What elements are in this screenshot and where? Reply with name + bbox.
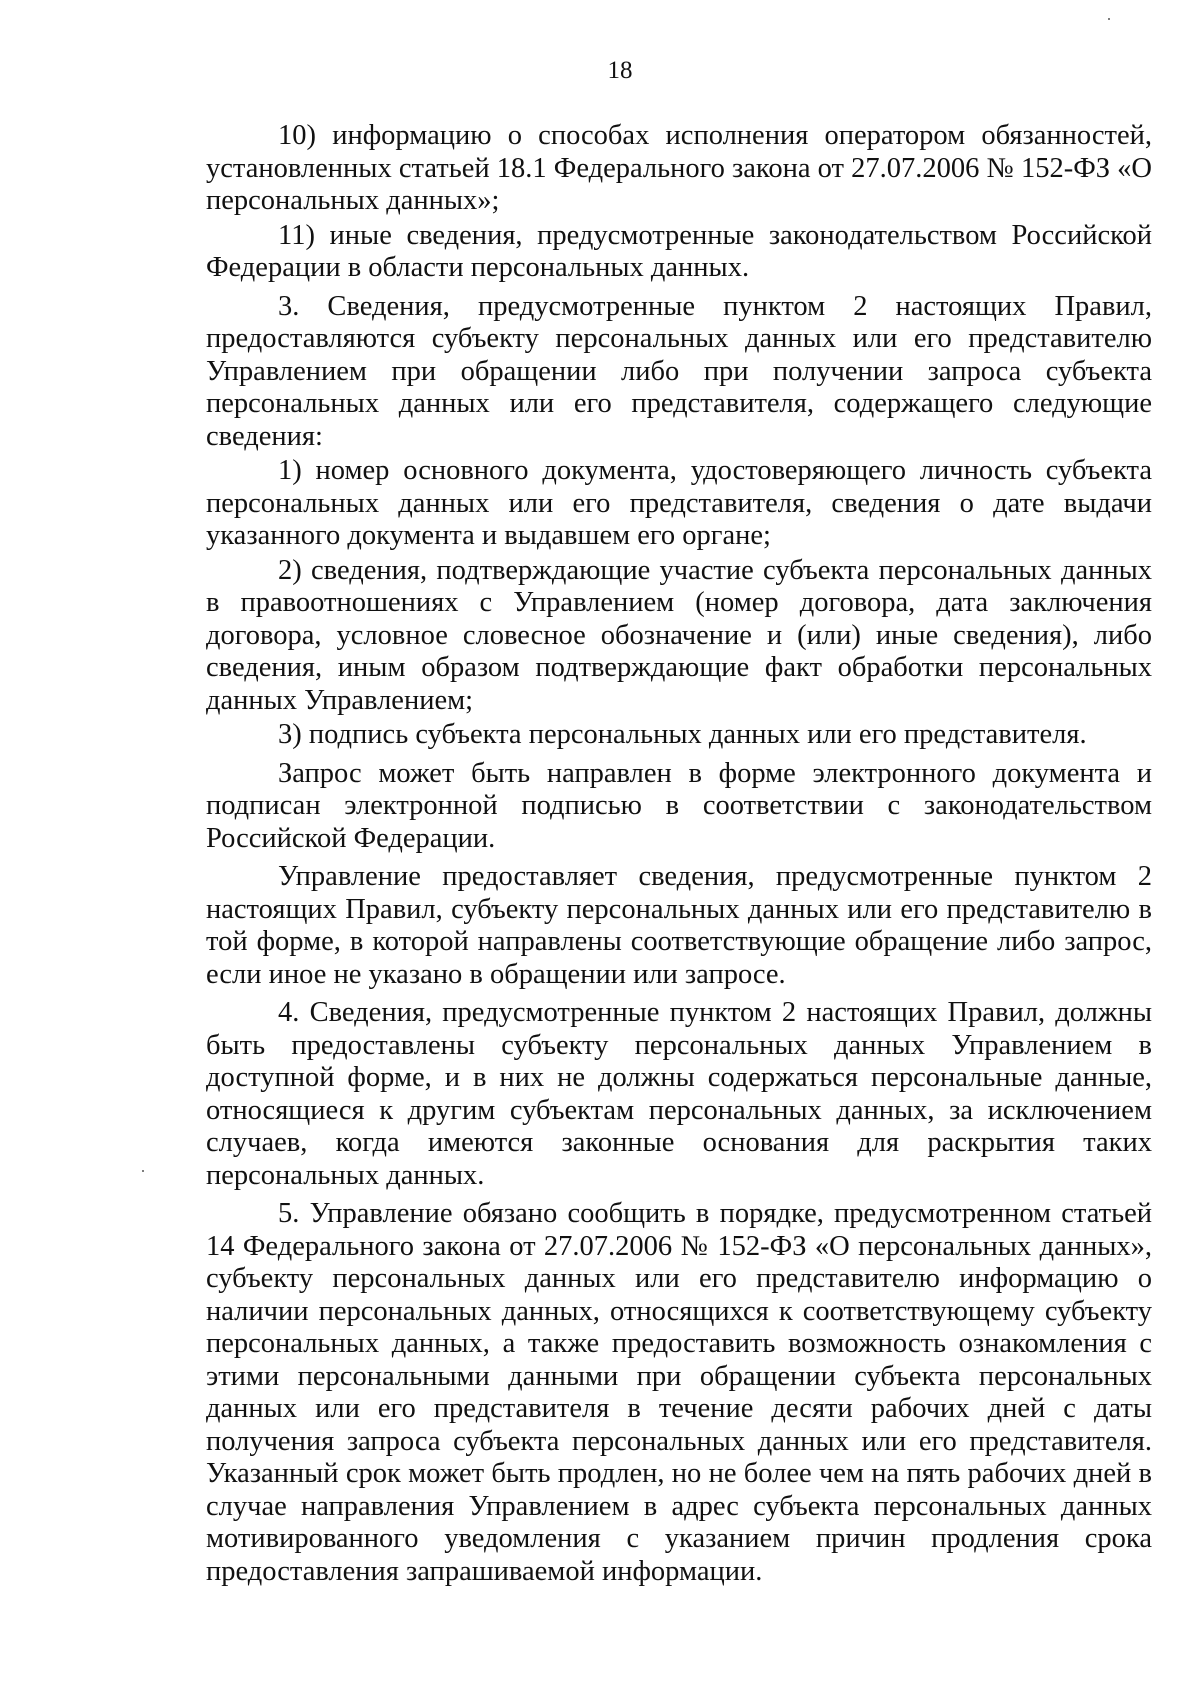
- paragraph-subitem-2: 2) сведения, подтверждающие участие субъекта персональных данных в правоотношениях с Управлением (номер договора, дата заключения договора, условное словесное обозначение и (или) иные сведения), либо сведения, иным образом подтверждающие факт обработки персональных данных Управлением;: [206, 554, 1152, 716]
- paragraph-provision-form: Управление предоставляет сведения, предусмотренные пунктом 2 настоящих Правил, субъекту персональных данных или его представителю в той форме, в которой направлены соответствующие обращение либо запрос, если иное не указано в обращении или запросе.: [206, 861, 1152, 990]
- document-body: [206, 120, 1152, 1590]
- paragraph-clause-4: 4. Сведения, предусмотренные пунктом 2 настоящих Правил, должны быть предоставлены субъекту персональных данных Управлением в доступной форме, и в них не должны содержаться персональные данные, относящиеся к другим субъектам персональных данных, за исключением случаев, когда имеются законные основания для раскрытия таких персональных данных.: [206, 997, 1152, 1191]
- scan-speck: [142, 1170, 144, 1172]
- paragraph-item-10: 10) информацию о способах исполнения оператором обязанностей, установленных статьей 18.1 Федерального закона от 27.07.2006 № 152-ФЗ «О персональных данных»;: [206, 120, 1152, 216]
- paragraph-subitem-1: 1) номер основного документа, удостоверяющего личность субъекта персональных данных или его представителя, сведения о дате выдачи указанного документа и выдавшем его органе;: [206, 455, 1152, 551]
- paragraph-clause-3: 3. Сведения, предусмотренные пунктом 2 настоящих Правил, предоставляются субъекту персональных данных или его представителю Управлением при обращении либо при получении запроса субъекта персональных данных или его представителя, содержащего следующие сведения:: [206, 290, 1152, 452]
- scan-speck: [1108, 18, 1110, 20]
- paragraph-electronic-request: Запрос может быть направлен в форме электронного документа и подписан электронной подписью в соответствии с законодательством Российской Федерации.: [206, 757, 1152, 854]
- paragraph-subitem-3: 3) подпись субъекта персональных данных или его представителя.: [278, 719, 1087, 750]
- paragraph-item-11: 11) иные сведения, предусмотренные законодательством Российской Федерации в области персональных данных.: [206, 219, 1152, 283]
- paragraph-clause-5: 5. Управление обязано сообщить в порядке, предусмотренном статьей 14 Федерального закона от 27.07.2006 № 152-ФЗ «О персональных данных», субъекту персональных данных или его представителю информацию о наличии персональных данных, относящихся к соответствующему субъекту персональных данных, а также предоставить возможность ознакомления с этими персональными данными при обращении субъекта персональных данных или его представителя в течение десяти рабочих дней с даты получения запроса субъекта персональных данных или его представителя. Указанный срок может быть продлен, но не более чем на пять рабочих дней в случае направления Управлением в адрес субъекта персональных данных мотивированного уведомления с указанием причин продления срока предоставления запрашиваемой информации.: [206, 1198, 1152, 1587]
- page-number: 18: [607, 57, 633, 84]
